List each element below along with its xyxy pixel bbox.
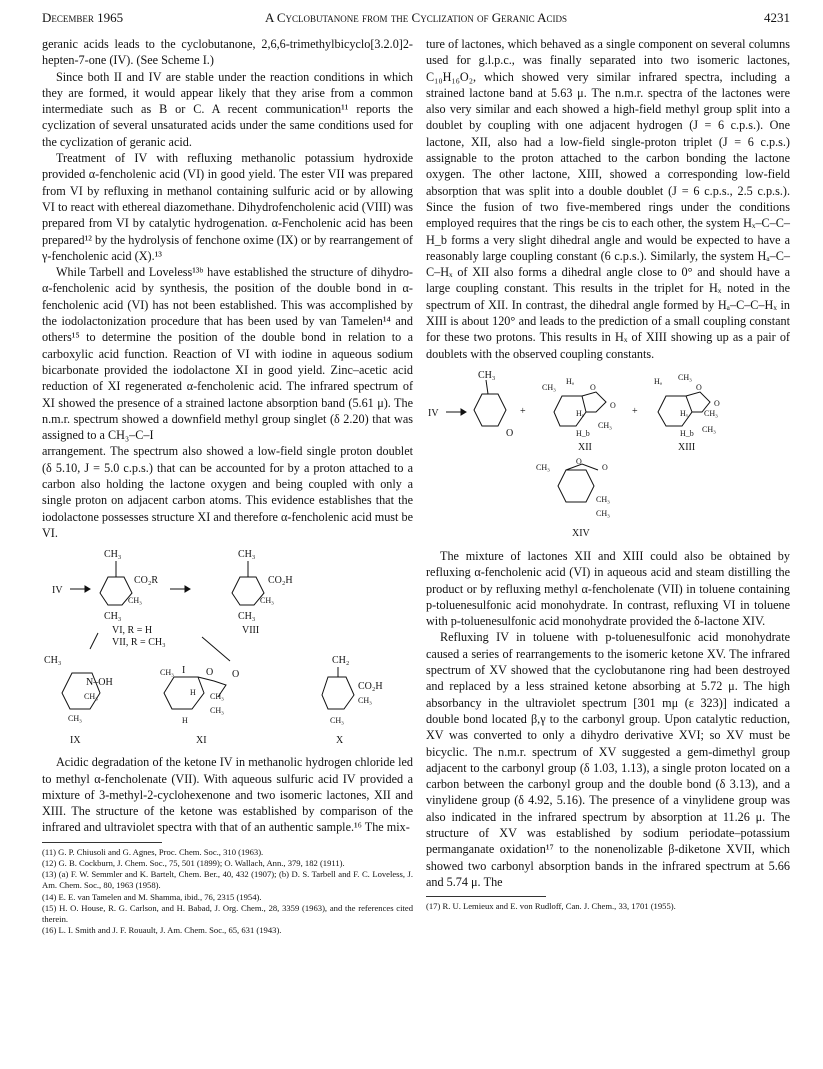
ch3-label: CH₃ <box>596 508 610 518</box>
footnote: (15) H. O. House, R. G. Carlson, and H. Babad, J. Org. Chem., 28, 3359 (1963), and the references cited therein. <box>42 902 413 924</box>
paragraph: Refluxing IV in toluene with p-toluenesulfonic acid monohydrate caused a series of rearrangements to the isomeric ketone XV. The infrared spectrum of XV showed that the cyclobutanone ring had been destroyed and replaced by a less strained ketone absorbing at 5.72 μ. The high absorbancy in the ultraviolet spectrum [301 mμ (ε 323)] indicated a double bond located β,γ to the carbonyl group. Upon catalytic reduction, XV was converted to only a dihydro derivative XVI; so XV must be bicyclic. The n.m.r. spectrum of XV suggested a gem-dimethyl group adjacent to the carbonyl group (δ 1.03, 1.13), a single proton located on a carbon between the carbonyl group and the double bond (δ 3.13), and a vinylidene group (δ 4.92, 5.16). The presence of a vinylidene group was also indicated in the infrared spectrum by absorption at 11.26 μ. The structure of XV was established by sodium periodate–potassium permanganate oxidation¹⁷ to the nonenolizable β-diketone XVII, which showed two carbonyl absorption bands in the infrared spectrum at 5.66 and 5.74 μ. The <box>426 630 790 889</box>
ch3-label: CH₃ <box>678 372 692 382</box>
co2h-label: CO₂H <box>358 681 383 693</box>
footnotes <box>42 847 413 937</box>
oxygen-label: O <box>576 456 582 466</box>
iodine-label: I <box>182 665 186 677</box>
hb-label: H_b <box>576 428 590 438</box>
ch3-label: CH₃ <box>598 420 612 430</box>
footnote: (13) (a) F. W. Semmler and K. Bartelt, Chem. Ber., 40, 432 (1907); (b) D. S. Tarbell and F. C. Loveless, J. Am. Chem. Soc., 80, 1963 (1958). <box>42 869 413 891</box>
arrowhead <box>185 586 190 592</box>
oxygen-label: O <box>714 398 720 408</box>
compound-vi-label: VI, R = H <box>112 625 153 637</box>
ch3-label: CH₃ <box>44 655 62 667</box>
ch3-label: CH₃ <box>210 692 224 702</box>
ch3-label: CH₃ <box>104 549 122 561</box>
reaction-arrow <box>202 637 230 661</box>
left-column <box>42 36 413 936</box>
plus-sign: + <box>632 405 638 417</box>
compound-iv-label: IV <box>428 407 439 419</box>
hx-label: Hₓ <box>576 408 585 418</box>
oxygen-label: O <box>206 667 214 679</box>
oxygen-label: O <box>610 400 616 410</box>
oxygen-label: O <box>232 669 240 681</box>
paragraph: geranic acids leads to the cyclobutanone, 2,6,6-trimethylbicyclo[3.2.0]2-hepten-7-one (IV). (See Scheme I.) <box>42 37 413 68</box>
arrowhead <box>85 586 90 592</box>
compound-xii-label: XII <box>578 441 592 453</box>
footnote: (11) G. P. Chiusoli and G. Agnes, Proc. Chem. Soc., 310 (1963). <box>42 846 264 857</box>
ring-cyclohexenone <box>474 394 506 426</box>
ch3-label: CH₃ <box>536 462 550 472</box>
ch3-label: CH₃ <box>84 692 98 702</box>
scheme-i <box>42 545 413 750</box>
paragraph: The mixture of lactones XII and XIII could also be obtained by refluxing α-fencholenic acid (VI) in aqueous acid and steam distilling the product or by refluxing methyl α-fencholenate (VII) in toluene containing p-toluenesulfonic acid monohydrate. In contrast, refluxing VI in toluene with p-toluenesulfonic acid monohydrate provided the δ-lactone XIV. <box>426 548 790 629</box>
running-header <box>42 10 790 28</box>
noh-label: N–OH <box>86 677 113 689</box>
footnote: (17) R. U. Lemieux and E. von Rudloff, Can. J. Chem., 33, 1701 (1955). <box>426 901 676 912</box>
ring-xi <box>164 677 204 709</box>
paragraph: ture of lactones, which behaved as a single component on several columns used for g.l.p.c., was finally separated into two isomeric lactones, C₁₀H₁₆O₂, which showed very similar infrared spectra, including a strained lactone band at 5.63 μ. The n.m.r. spectra of the lactones were also very similar and each showed a high-field methyl group split into a doublet by coupling with one adjacent hydrogen (J = 6 c.p.s.). One lactone, XII, also had a low-field single-proton triplet (J = 6 c.p.s.) assignable to the proton attached to the carbon bonding the lactone oxygen. The other lactone, XIII, showed a corresponding low-field absorption that was split into a double doublet (J = 6 c.p.s., 2.5 c.p.s.). Since the fusion of two five-membered rings under the conditions employed requires that the rings be cis to each other, the system Hₓ–C–C–H_b forms a very slight dihedral angle and would be expected to have a reasonably large coupling constant (6 c.p.s.). Similarly, the system Hₐ–C–C–Hₓ of XII also forms a dihedral angle close to 0° and should have a large coupling constant. This results in the triplet for Hₓ noted in the spectrum of XII. In contrast, the dihedral angle formed by Hₐ–C–C–Hₓ in XIII is about 120° and leads to the prediction of a small coupling constant for these two protons. This results in Hₓ of XIII showing up as a pair of doublets with the observed coupling constants. <box>426 37 790 361</box>
compound-xiii-label: XIII <box>678 441 696 453</box>
right-column <box>426 36 790 912</box>
compound-vii-label: VII, R = CH₃ <box>112 637 166 649</box>
ch3-label: CH₃ <box>478 369 496 381</box>
bond <box>486 380 488 394</box>
ch3-label: CH₃ <box>128 596 142 606</box>
ring-xiv <box>558 470 594 502</box>
co2r-label: CO₂R <box>134 575 159 587</box>
ha-label: Hₐ <box>654 376 662 386</box>
ch3-label: CH₃ <box>704 408 718 418</box>
lactone-bridge <box>566 464 598 470</box>
paragraph: While Tarbell and Loveless¹³ᵇ have established the structure of dihydro-α-fencholenic acid by synthesis, the position of the double bond in α-fencholenic acid (VI) has not been established. This was accomplished by the iodolactonization procedure that has been used by van Tamelen¹⁴ and others¹⁵ to determine the position of the double bond in relation to a carboxylic acid function. Reaction of VI with iodine in aqueous sodium bicarbonate provided the iodolactone XI in good yield. Zinc–acetic acid reduction of XI regenerated α-fencholenic acid. The infrared spectrum of XI showed the presence of a strained lactone absorption band (5.61 μ). The n.m.r. spectrum showed a downfield methyl group singlet (δ 2.20) that was assigned to a CH₃–C–I <box>42 265 413 443</box>
ch3-label: CH₃ <box>68 714 82 724</box>
footnotes <box>426 901 790 912</box>
ch3-label: CH₃ <box>702 424 716 434</box>
page-number: 4231 <box>764 10 790 25</box>
footnote: (12) G. B. Cockburn, J. Chem. Soc., 75, 501 (1899); O. Wallach, Ann., 379, 182 (1911). <box>42 857 345 868</box>
footnote: (16) L. I. Smith and J. F. Rouault, J. Am. Chem. Soc., 65, 631 (1943). <box>42 925 282 936</box>
arrowhead <box>461 409 466 415</box>
ring-x <box>322 677 354 709</box>
ch3-label: CH₃ <box>210 706 224 716</box>
ch3-label: CH₃ <box>238 549 256 561</box>
ha-label: Hₐ <box>566 376 574 386</box>
h-label: H <box>190 688 196 698</box>
compound-x-label: X <box>336 735 344 747</box>
compound-ix-label: IX <box>70 735 81 747</box>
ch3-label: CH₃ <box>596 494 610 504</box>
footnote-rule <box>426 896 546 897</box>
hx-label: Hₓ <box>680 408 689 418</box>
hb-label: H_b <box>680 428 694 438</box>
scheme-lactones <box>426 366 790 544</box>
ch3-label: CH₃ <box>330 716 344 726</box>
ch3-label: CH₃ <box>358 696 372 706</box>
ch3-label: CH₃ <box>104 611 122 623</box>
reaction-arrow <box>90 633 98 649</box>
co2h-label: CO₂H <box>268 575 293 587</box>
ch2-label: CH₂ <box>332 655 350 667</box>
paragraph: arrangement. The spectrum also showed a low-field single proton doublet (δ 5.10, J = 5.0 c.p.s.) that can be accounted for by a proton attached to a carbon also holding the lactone oxygen and being coupled with only a single proton on adjacent carbon atoms. This evidence establishes that the iodolactone possesses structure XI and therefore α-fencholenic acid must be VI. <box>42 444 413 540</box>
footnote: (14) E. E. van Tamelen and M. Shamma, ibid., 76, 2315 (1954). <box>42 891 262 902</box>
ch3-label: CH₃ <box>160 668 174 678</box>
oxygen-label: O <box>590 382 596 392</box>
header-date: December 1965 <box>42 10 124 25</box>
oxygen-label: O <box>506 427 514 439</box>
compound-viii-label: VIII <box>242 625 260 637</box>
oxygen-label: O <box>696 382 702 392</box>
oxygen-label: O <box>602 462 608 472</box>
ch3-label: CH₃ <box>260 596 274 606</box>
ch3-label: CH₃ <box>238 611 256 623</box>
paragraph: Acidic degradation of the ketone IV in methanolic hydrogen chloride led to methyl α-fencholenate (VII). With aqueous sulfuric acid IV provided a mixture of 3-methyl-2-cyclohexenone and two isomeric lactones, XII and XIII. The structure of the ketone was established by comparison of the infrared and ultraviolet spectra with that of an authentic sample.¹⁶ The mix- <box>42 755 413 835</box>
compound-iv-label: IV <box>52 585 63 597</box>
paragraph: Treatment of IV with refluxing methanolic potassium hydroxide provided α-fencholenic acid (VI) in good yield. The ester VII was prepared from VI by refluxing in methanol containing sulfuric acid or by allowing VI to react with ethereal diazomethane. Dihydrofencholenic acid (VIII) was prepared from VI by catalytic hydrogenation. α-Fencholenic acid has been prepared¹² by the hydrolysis of fenchone oxime (IX) or by rearrangement of γ-fencholenic acid (X).¹³ <box>42 151 413 263</box>
footnote-rule <box>42 842 162 843</box>
h-label: H <box>182 716 188 726</box>
compound-xiv-label: XIV <box>572 527 590 539</box>
header-title: A Cyclobutanone from the Cyclization of Geranic Acids <box>264 10 568 25</box>
paragraph: Since both II and IV are stable under the reaction conditions in which they are formed, it would appear likely that they arise from a common intermediate such as B or C. A recent communication¹¹ reports the cyclization of several unsaturated acids under the same conditions used for the cyclization of geranic acid. <box>42 69 413 149</box>
ch3-label: CH₃ <box>542 382 556 392</box>
plus-sign: + <box>520 405 526 417</box>
compound-xi-label: XI <box>196 735 207 747</box>
